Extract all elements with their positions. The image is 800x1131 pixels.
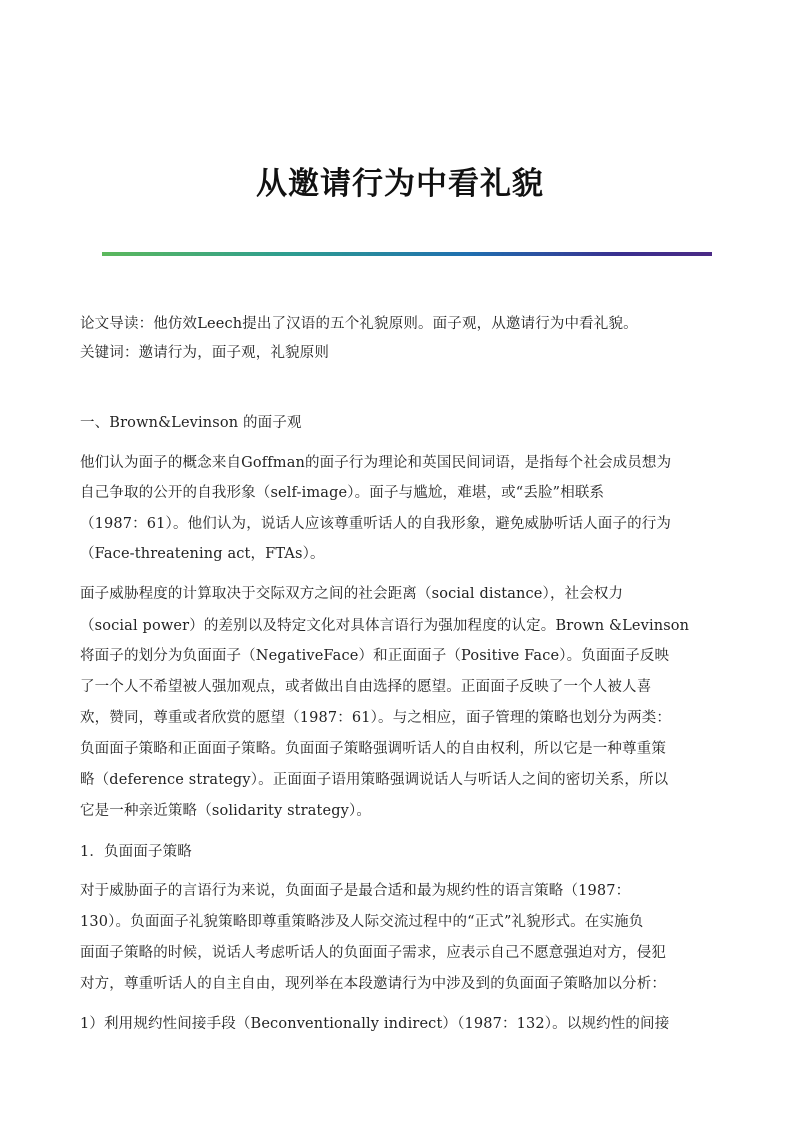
- paragraph-line: 面子威胁程度的计算取决于交际双方之间的社会距离（social distance），社会权力: [80, 586, 624, 602]
- title-divider: [102, 252, 712, 256]
- paragraph-line: 欢，赞同，尊重或者欣赏的愿望（1987：61）。与之相应，面子管理的策略也划分为两类：: [80, 710, 672, 726]
- paragraph-line: 将面子的划分为负面面子（NegativeFace）和正面面子（Positive Face）。负面面子反映: [80, 648, 670, 664]
- paragraph-line: 负面面子策略和正面面子策略。负面面子策略强调听话人的自由权利，所以它是一种尊重策: [80, 741, 666, 757]
- paragraph-line: 他们认为面子的概念来自Goffman的面子行为理论和英国民间词语，是指每个社会成员想为: [80, 455, 672, 471]
- paragraph-line: （1987：61）。他们认为，说话人应该尊重听话人的自我形象，避免威胁听话人面子的行为: [80, 516, 672, 532]
- document-title: 从邀请行为中看礼貌: [256, 166, 544, 202]
- paragraph-line: （social power）的差别以及特定文化对具体言语行为强加程度的认定。Brown &Levinson: [80, 618, 690, 634]
- paragraph-line: 略（deference strategy）。正面面子语用策略强调说话人与听话人之间的密切关系，所以: [80, 772, 669, 788]
- paragraph-line: 对方，尊重听话人的自主自由，现列举在本段邀请行为中涉及到的负面面子策略加以分析：: [80, 976, 666, 992]
- abstract-line: 论文导读：他仿效Leech提出了汉语的五个礼貌原则。面子观，从邀请行为中看礼貌。: [80, 316, 638, 332]
- subsection-heading: 1．负面面子策略: [80, 844, 192, 860]
- paragraph-line: 了一个人不希望被人强加观点，或者做出自由选择的愿望。正面面子反映了一个人被人喜: [80, 679, 652, 695]
- keywords-line: 关键词：邀请行为，面子观，礼貌原则: [80, 345, 330, 361]
- paragraph-line: 面面子策略的时候，说话人考虑听话人的负面面子需求，应表示自己不愿意强迫对方，侵犯: [80, 945, 666, 961]
- paragraph-line: 自己争取的公开的自我形象（self-image）。面子与尴尬，难堪，或“丢脸”相联系: [80, 485, 605, 501]
- paragraph-line: 130）。负面面子礼貌策略即尊重策略涉及人际交流过程中的“正式”礼貌形式。在实施负: [80, 914, 644, 930]
- section-heading: 一、Brown&Levinson 的面子观: [80, 415, 302, 431]
- paragraph-line: 对于威胁面子的言语行为来说，负面面子是最合适和最为规约性的语言策略（1987：: [80, 883, 631, 899]
- list-item: 1）利用规约性间接手段（Beconventionally indirect）（1987：132）。以规约性的间接: [80, 1016, 670, 1032]
- paragraph-line: （Face-threatening act，FTAs）。: [80, 546, 325, 562]
- paragraph-line: 它是一种亲近策略（solidarity strategy）。: [80, 803, 372, 819]
